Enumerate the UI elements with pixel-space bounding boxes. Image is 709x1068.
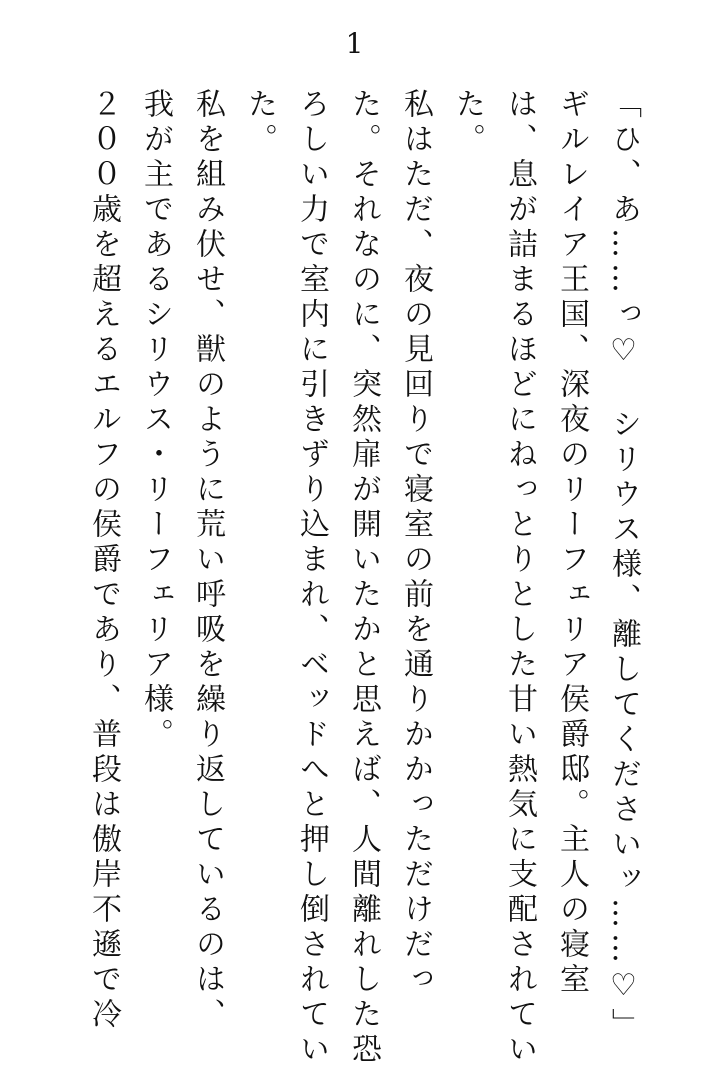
text-line: 私を組み伏せ、獣のように荒い呼吸を繰り返しているのは、 [190,88,225,1033]
text-line: た。それなのに、突然扉が開いたかと思えば、人間離れした恐 [346,88,381,1068]
text-line: は、息が詰まるほどにねっとりとした甘い熱気に支配されてい [502,88,537,1068]
text-line: 我が主であるシリウス・リーフェリア様。 [138,88,173,753]
text-line: 私はただ、夜の見回りで寝室の前を通りかかっただけだっ [398,88,433,998]
text-line: ろしい力で室内に引きずり込まれ、ベッドへと押し倒されてい [294,88,329,1068]
text-line: 「ひ、あ……っ♡ シリウス様、離してくださいッ……♡」 [606,88,641,1043]
text-line: た。 [450,88,485,158]
text-line: た。 [242,88,277,158]
page-number: 1 [345,27,364,60]
novel-text-body [77,88,649,1068]
text-line: ２００歳を超えるエルフの侯爵であり、普段は傲岸不遜で冷 [86,88,121,1033]
text-line: ギルレイア王国、深夜のリーフェリア侯爵邸。主人の寝室 [554,88,589,998]
